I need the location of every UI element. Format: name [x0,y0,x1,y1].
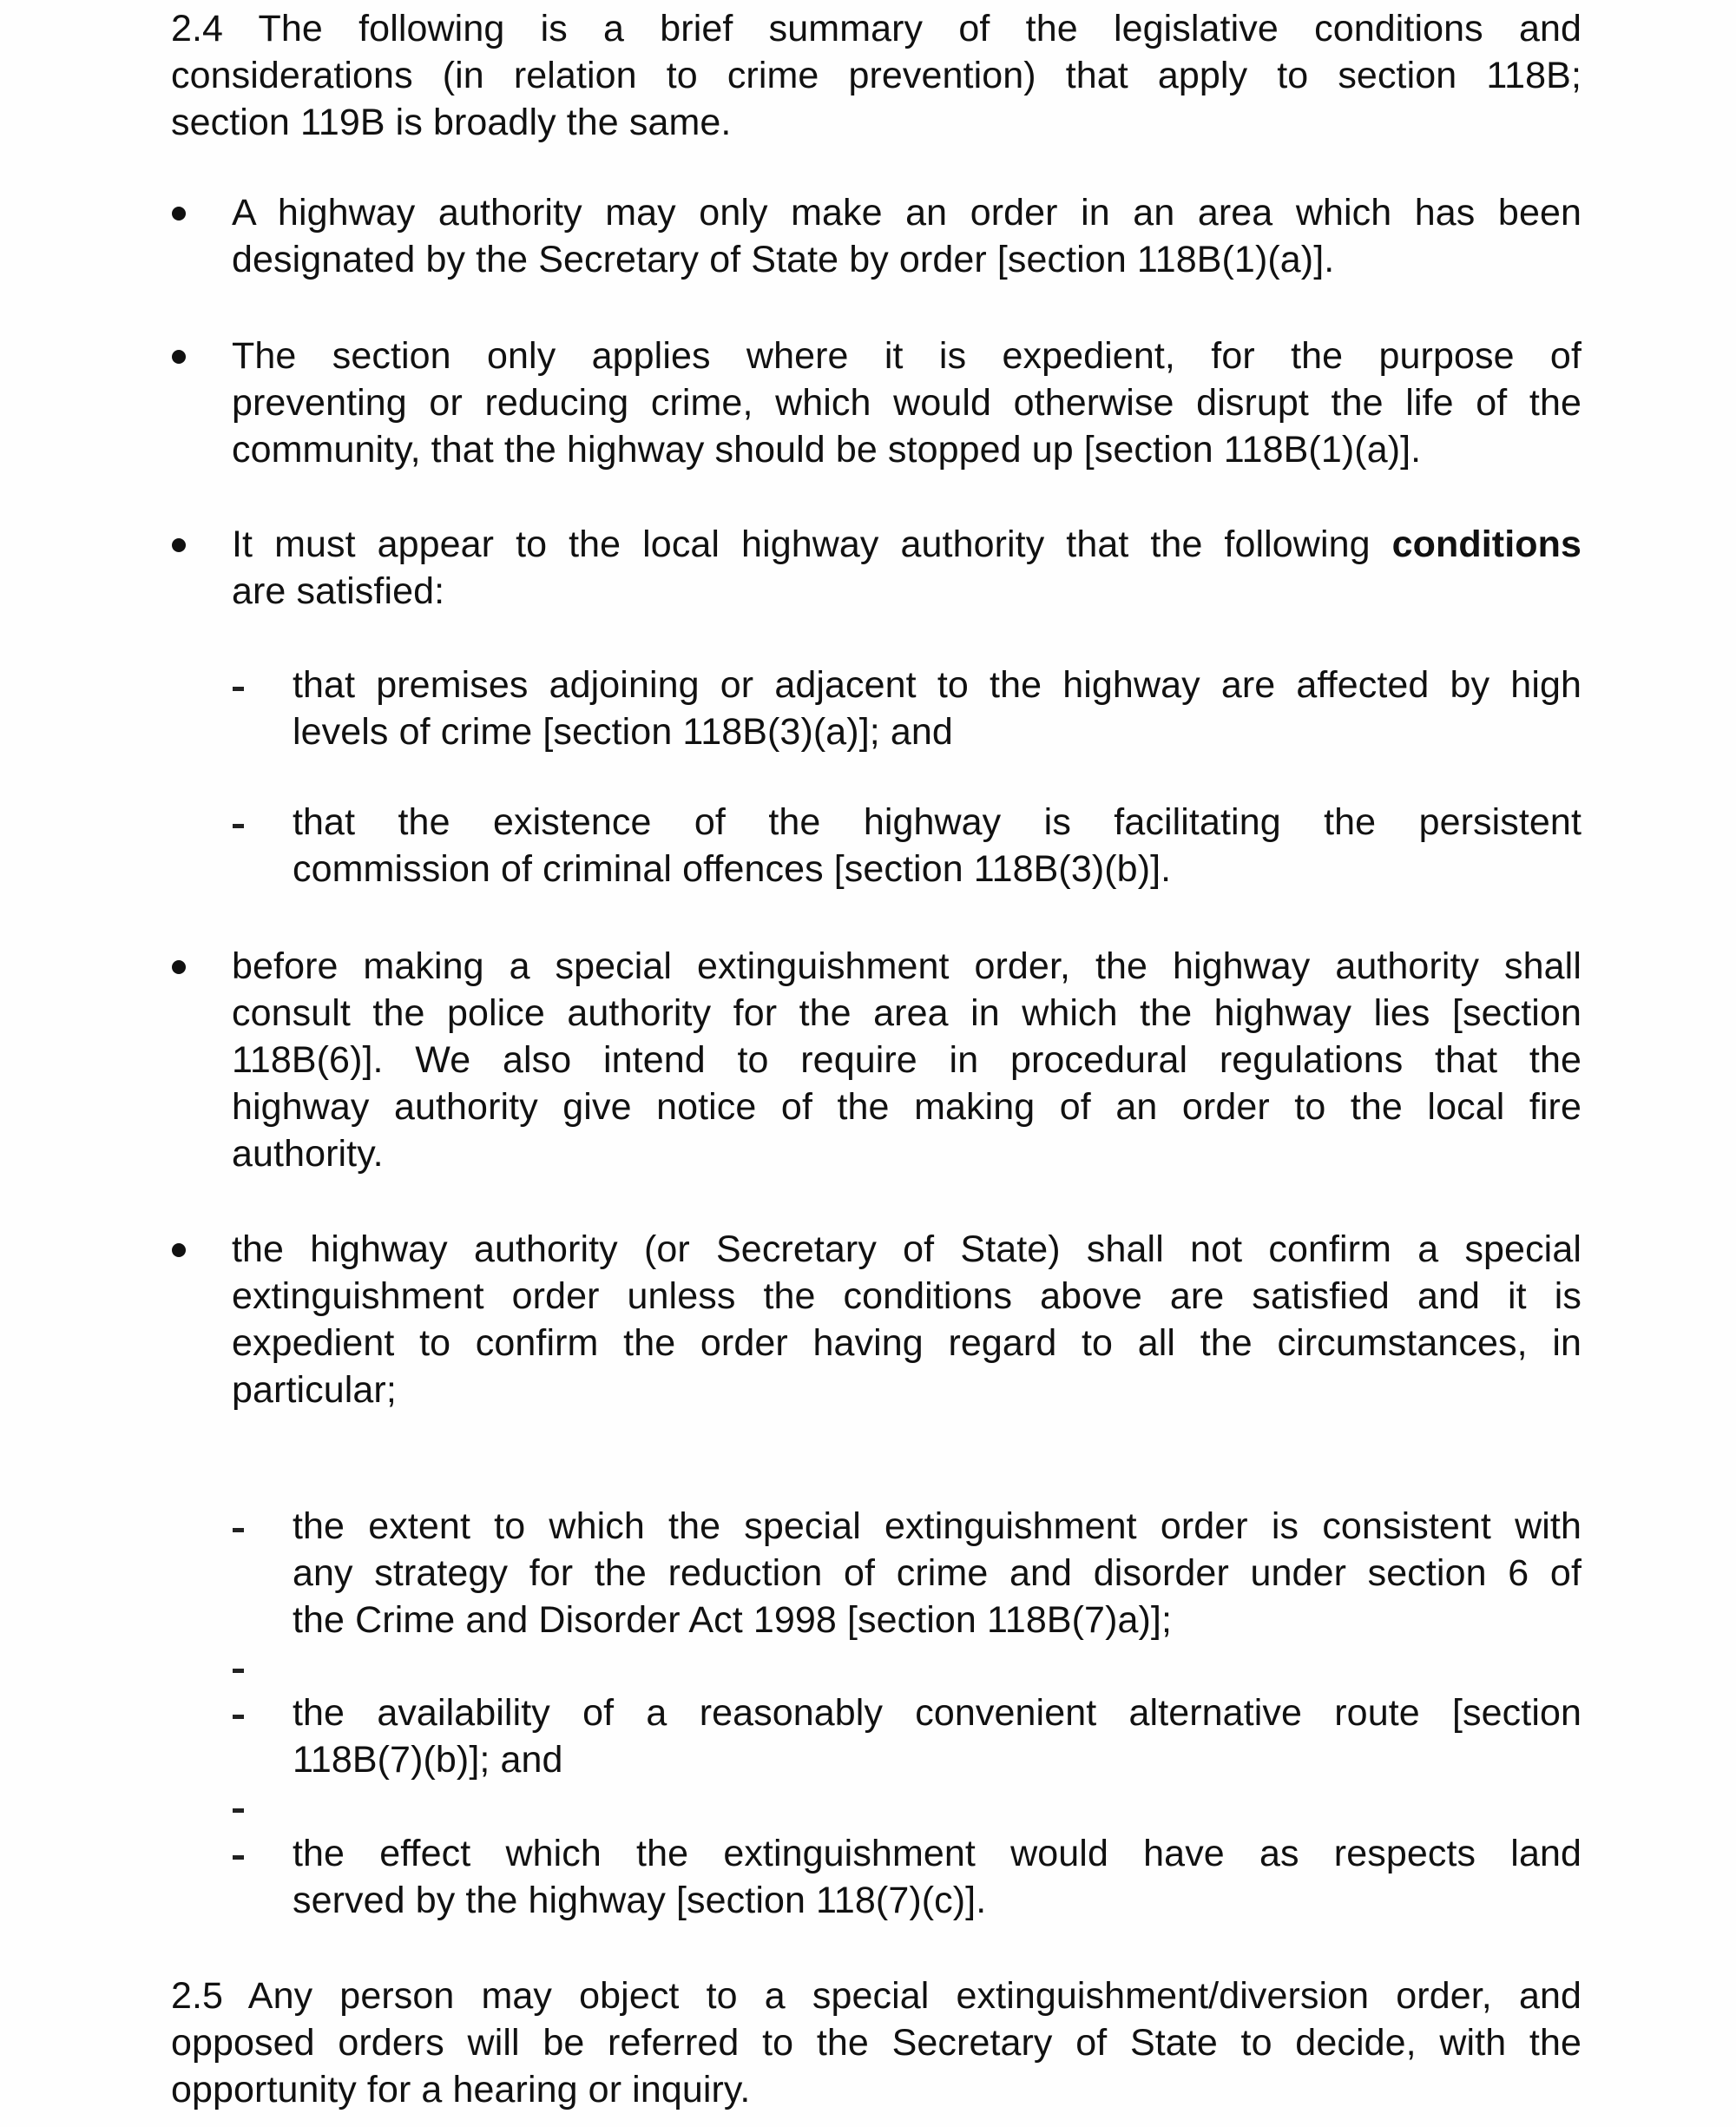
bullet-line: the highway authority (or Secretary of State) shall not confirm a special [232,1228,1581,1270]
dash-icon [233,687,244,691]
bullet-line: authority. [232,1133,384,1175]
dash-line: any strategy for the reduction of crime and disorder under section 6 of [293,1552,1581,1594]
bullet-item-conditions [232,521,1581,615]
bullet-line: consult the police authority for the area in which the highway lies [section [232,992,1581,1034]
bullet-icon [172,960,186,974]
bullet-line: before making a special extinguishment order, the highway authority shall [232,945,1581,987]
paragraph-line: opportunity for a hearing or inquiry. [171,2069,751,2111]
dash-line: 118B(7)(b)]; and [293,1739,563,1781]
dash-line: the extent to which the special extinguishment order is consistent with [293,1505,1581,1547]
dash-line: that premises adjoining or adjacent to the highway are affected by high [293,664,1581,706]
bullet-item-designated-area [232,189,1581,283]
bullet-icon [172,538,186,552]
bullet-item-consult-police [232,943,1581,1177]
paragraph-line: section 119B is broadly the same. [171,102,732,143]
condition-item-high-crime [293,662,1581,755]
bullet-line: extinguishment order unless the conditions above are satisfied and it is [232,1275,1581,1317]
dash-line: the availability of a reasonably convenient alternative route [section [293,1692,1581,1734]
bullet-line: particular; [232,1369,397,1411]
bullet-line: 118B(6)]. We also intend to require in procedural regulations that the [232,1039,1581,1081]
paragraph-2-4 [171,5,1581,146]
dash-line: served by the highway [section 118(7)(c)]. [293,1880,987,1921]
bullet-icon [172,350,186,364]
circumstance-item-land-served [293,1830,1581,1924]
bullet-line: A highway authority may only make an order in an area which has been [232,192,1581,234]
paragraph-line: opposed orders will be referred to the Secretary of State to decide, with the [171,2022,1581,2064]
dash-icon [233,1715,244,1719]
paragraph-line: 2.5 Any person may object to a special extinguishment/diversion order, and [171,1975,1581,2017]
bullet-line-text: It must appear to the local highway authority that the following [232,524,1371,565]
dash-icon [233,1669,244,1673]
circumstance-item-crime-strategy [293,1503,1581,1643]
dash-line: the Crime and Disorder Act 1998 [section 118B(7)a)]; [293,1599,1173,1641]
bullet-line: community, that the highway should be stopped up [section 118B(1)(a)]. [232,429,1422,471]
dash-icon [233,1528,244,1532]
bullet-icon [172,207,186,221]
bullet-item-expedient-purpose [232,333,1581,473]
bullet-line: designated by the Secretary of State by order [section 118B(1)(a)]. [232,239,1335,280]
condition-item-facilitating-offences [293,799,1581,892]
paragraph-line: 2.4 The following is a brief summary of the legislative conditions and [171,8,1581,49]
bold-term-conditions: conditions [1391,524,1582,565]
dash-icon [233,1855,244,1860]
bullet-line: highway authority give notice of the making of an order to the local fire [232,1086,1581,1128]
dash-icon [233,1808,244,1813]
bullet-icon [172,1243,186,1257]
dash-line: the effect which the extinguishment would have as respects land [293,1833,1581,1874]
bullet-line: preventing or reducing crime, which would otherwise disrupt the life of the [232,382,1581,424]
bullet-item-confirm-order [232,1226,1581,1413]
bullet-line [232,521,1581,568]
paragraph-line: considerations (in relation to crime prevention) that apply to section 118B; [171,55,1581,96]
dash-line: commission of criminal offences [section 118B(3)(b)]. [293,848,1172,890]
bullet-line: expedient to confirm the order having regard to all the circumstances, in [232,1322,1581,1364]
dash-line: levels of crime [section 118B(3)(a)]; and [293,711,953,753]
bullet-line: The section only applies where it is expedient, for the purpose of [232,335,1581,377]
circumstance-item-alternative-route [293,1689,1581,1783]
dash-line: that the existence of the highway is facilitating the persistent [293,801,1581,843]
bullet-line: are satisfied: [232,570,445,612]
dash-icon [233,824,244,828]
paragraph-2-5 [171,1972,1581,2113]
